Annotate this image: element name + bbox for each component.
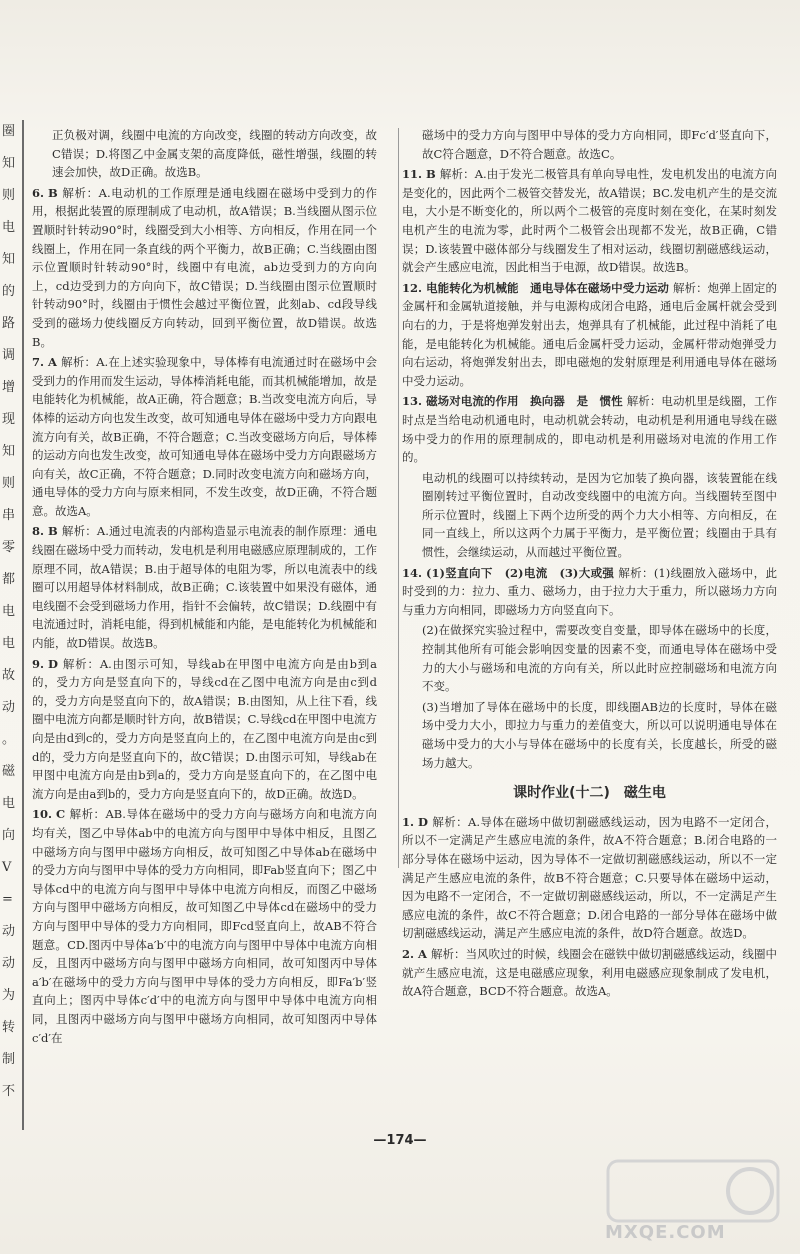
margin-char: 都 xyxy=(2,572,16,587)
explanation-text: 解析：当风吹过的时候，线圈会在磁铁中做切割磁感线运动，线圈中就产生感应电流，这是电磁感应现象，利用电磁感应现象制成了发电机，故A符合题意，BCD不符合题意。故选A。 xyxy=(402,946,777,999)
watermark-text: MXQE.COM xyxy=(605,1222,726,1243)
answer-item xyxy=(32,805,377,1047)
answer-item xyxy=(402,945,777,1001)
margin-char: 增 xyxy=(2,380,16,395)
margin-char: 的 xyxy=(2,284,16,299)
answer-item xyxy=(402,564,777,620)
answer-choice: B xyxy=(48,185,58,200)
answer-choice: A xyxy=(48,355,57,370)
explanation-text: 解析：A.导体在磁场中做切割磁感线运动，因为电路不一定闭合，所以不一定满足产生感应电流的条件，故A不符合题意；B.闭合电路的一部分导体在磁场中运动，因为导体不一定做切割磁感线运动，所以不一定满足产生感应电流的条件，故B不符合题意；C.只要导体在磁场中运动，因为电路不一定闭合，不一定做切割磁感线运动，所以，不一定满足产生感应电流的条件，故C不符合题意；D.闭合电路的一部分导体在磁场中做切割磁感线运动，满足产生感应电流的条件，故D符合题意。故选D。 xyxy=(402,814,777,941)
right-column xyxy=(402,126,777,1003)
answer-item xyxy=(32,353,377,520)
answer-choice: B xyxy=(48,524,58,539)
question-number: 14. xyxy=(402,565,423,580)
left-margin-fragments xyxy=(0,125,22,1125)
explanation-text: 解析：A.通过电流表的内部构造显示电流表的制作原理：通电线圈在磁场中受力而转动，发电机是利用电磁感应原理制成的，工作原理不同，故A错误；B.由于超导体的电阻为零，所以电流表中的线圈可以用超导体材料制成，故B正确；C.该装置中如果没有磁体，通电线圈不会受到磁场力作用，指针不会偏转，故C错误；D.线圈中有电流通过时，消耗电能，得到机械能和内能，是电能转化为机械能和内能，故D错误。故选B。 xyxy=(32,524,377,651)
margin-char: 知 xyxy=(2,156,16,171)
question-number: 2. xyxy=(402,946,415,961)
explanation-text: 解析：AB.导体在磁场中的受力方向与磁场方向和电流方向均有关，图乙中导体ab中的电流方向与图甲中导体中相反，且图乙中磁场方向与图甲中磁场方向相反，故可知图乙中导体ab在磁场中的受力方向与图甲中导体的受力方向相同，即Fab竖直向下；图乙中导体cd中的电流方向与图甲中导体中电流方向相反，而图乙中磁场方向与图甲中磁场方向相反，故可知图乙中导体cd在磁场中的受力方向与图甲中导体的受力方向相同，即Fcd竖直向上，故AB不符合题意。CD.图丙中导体a′b′中的电流方向与图甲中导体中电流方向相反，且图丙中磁场方向与图甲中磁场方向相同，故可知图丙中导体a′b′在磁场中的受力方向与图甲中导体的受力方向相反，即Fa′b′竖直向上；图丙中导体c′d′中的电流方向与图甲中导体中电流方向相同，且图丙中磁场方向与图甲中磁场方向相同，故可知图丙中导体c′d′在 xyxy=(32,807,377,1045)
margin-char: 现 xyxy=(2,412,16,427)
answer-choice: D xyxy=(418,814,428,829)
explanation-text: 解析：电动机里是线圈，工作时点是当给电动机通电时，电动机就会转动，电动机是利用通电导线在磁场中受力的作用的原理制成的，即电动机是利用磁场对电流的作用工作的。 xyxy=(402,394,778,465)
margin-char: 串 xyxy=(2,508,16,523)
explanation-text: 解析：A.在上述实验现象中，导体棒有电流通过时在磁场中会受到力的作用而发生运动，导体棒消耗电能，而其机械能增加，故是电能转化为机械能，故A正确，符合题意；B.当改变电流方向后，导体棒的运动方向也发生改变，故可知通电导体在磁场中受力方向跟电流方向有关，故B正确，不符合题意；C.当改变磁场方向后，导体棒的运动方向也发生改变，故可知通电导体在磁场中受力方向跟磁场方向有关，故C正确，不符合题意；D.同时改变电流方向和磁场方向，通电导体的受力方向与原来相同，不发生改变，故D正确，不符合题意。故选A。 xyxy=(32,355,377,518)
answer-item xyxy=(402,126,777,163)
margin-char: 则 xyxy=(2,188,16,203)
margin-char: 转 xyxy=(2,1020,16,1035)
answer-choice: 磁场对电流的作用 换向器 是 惯性 xyxy=(426,394,623,409)
answer-item xyxy=(402,813,777,943)
margin-char: 知 xyxy=(2,444,16,459)
answer-choice: (1)竖直向下 (2)电流 (3)大或强 xyxy=(426,565,615,580)
answer-choice: C xyxy=(56,807,66,822)
explanation-text: 磁场中的受力方向与图甲中导体的受力方向相同，即Fc′d′竖直向下，故C符合题意，D不符合题意。故选C。 xyxy=(422,128,777,161)
question-number: 12. xyxy=(402,280,423,295)
margin-char: 磁 xyxy=(2,764,16,779)
margin-char: 为 xyxy=(2,988,16,1003)
section-title: 课时作业(十二) 磁生电 xyxy=(513,785,666,802)
margin-char: 动 xyxy=(2,956,16,971)
margin-char: 电 xyxy=(2,604,16,619)
margin-char: 电 xyxy=(2,796,16,811)
margin-char: 调 xyxy=(2,348,16,363)
answer-choice: 电能转化为机械能 通电导体在磁场中受力运动 xyxy=(426,280,669,295)
margin-char: 制 xyxy=(2,1052,16,1067)
question-number: 10. xyxy=(32,807,53,822)
answer-item xyxy=(32,655,377,804)
answer-item xyxy=(402,392,777,466)
explanation-text: 解析：(1)线圈放入磁场中，此时受到的力：拉力、重力、磁场力，由于拉力大于重力，所以磁场力方向与重力方向相同，即磁场力方向竖直向下。 xyxy=(402,565,777,617)
margin-char: V xyxy=(2,860,12,875)
answer-item xyxy=(402,165,777,277)
explanation-text: 解析：炮弹上固定的金属杆和金属轨道接触，并与电源构成闭合电路，通电后金属杆就会受到向右的力，于是将炮弹发射出去，炮弹具有了机械能，此过程中消耗了电能，是电能转化为机械能。通电后金属杆受力运动，金属杆带动炮弹受力向右运动，将炮弹发射出去，即电磁炮的发射原理是利用通电导体在磁场中受力运动。 xyxy=(402,280,777,388)
question-number: 13. xyxy=(402,394,423,409)
explanation-text: (3)当增加了导体在磁场中的长度，即线圈AB边的长度时，导体在磁场中受力大小，即拉力与重力的差值变大，所以可以说明通电导体在磁场中受力的大小与导体在磁场中的长度有关，长度越长，所受的磁场力越大。 xyxy=(422,699,777,770)
margin-char: 零 xyxy=(2,540,16,555)
explanation-text: 解析：A.由图示可知，导线ab在甲图中电流方向是由b到a的，受力方向是竖直向下的，导线cd在乙图中电流方向是由c到d的，受力方向是竖直向下的，故A错误；B.由图知，从上往下看，线圈中电流方向都是顺时针方向，故B错误；C.导线cd在甲图中电流方向是由d到c的，受力方向是竖直向上的，在乙图中电流方向是由c到d的，受力方向是竖直向下的，故C错误；D.由图示可知，导线ab在甲图中电流方向是由b到a的，受力方向是竖直向下的，在乙图中电流方向是由a到b的，受力方向是竖直向下的，故D正确。故选D。 xyxy=(32,656,377,801)
answer-item xyxy=(402,469,777,562)
margin-char: 故 xyxy=(2,668,16,683)
explanation-text: 解析：A.电动机的工作原理是通电线圈在磁场中受到力的作用，根据此装置的原理制成了电动机，故A错误；B.当线圈从图示位置顺时针转动90°时，线圈受到大小相等、方向相反，作用在同一个线圈上，作用在同一条直线的两个平衡力，故B正确；C.当线圈由图示位置顺时针转动90°时，线圈中有电流，ab边受到力的方向向上，cd边受到力的方向向下，故C错误；D.当线圈由图示位置顺时针转动90°时，线圈由于惯性会越过平衡位置，此刻ab、cd段导线受到的磁场力使线圈反方向转动，回到平衡位置，故D错误。故选B。 xyxy=(32,185,377,349)
margin-char: 向 xyxy=(2,828,16,843)
question-number: 9. xyxy=(32,656,45,671)
explanation-text: 正负极对调，线圈中电流的方向改变，线圈的转动方向改变，故C错误；D.将图乙中金属支架的高度降低，磁性增强，线圈的转速会加快，故D正确。故选B。 xyxy=(52,128,377,180)
margin-char: 知 xyxy=(2,252,16,267)
answer-item xyxy=(402,279,777,391)
margin-char: 路 xyxy=(2,316,16,331)
margin-char: 电 xyxy=(2,636,16,651)
answer-choice: A xyxy=(418,946,427,961)
answer-item xyxy=(402,621,777,695)
explanation-text: 解析：A.由于发光二极管具有单向导电性，发电机发出的电流方向是变化的，因此两个二极管交替发光，故A错误；BC.发电机产生的是交流电，大小是不断变化的，所以两个二极管的亮度时刻在变化，在某时刻发电机产生的电流为零，此时两个二极管会出现都不发光，故B正确，C错误；D.该装置中磁体部分与线圈发生了相对运动，线圈切割磁感线运动，就会产生感应电流，因此相当于电源，故D错误。故选B。 xyxy=(402,167,777,275)
margin-char: = xyxy=(2,892,13,907)
answer-choice: D xyxy=(48,656,58,671)
margin-char: 不 xyxy=(2,1084,16,1099)
answer-item xyxy=(32,522,377,652)
margin-char: 则 xyxy=(2,476,16,491)
margin-char: 圈 xyxy=(2,124,16,139)
margin-char: 动 xyxy=(2,924,16,939)
margin-char: 。 xyxy=(2,732,16,747)
answer-item xyxy=(32,126,377,182)
question-number: 8. xyxy=(32,524,45,539)
margin-divider xyxy=(22,120,24,1130)
page-number: —174— xyxy=(373,1133,427,1148)
explanation-text: 电动机的线圈可以持续转动，是因为它加装了换向器，该装置能在线圈刚转过平衡位置时，自动改变线圈中的电流方向。当线圈转至图中所示位置时，线圈上下两个边所受的两个力大小相等、方向相反，在同一直线上，所以这两个力属于平衡力，是平衡位置；线圈由于具有惯性，会继续运动，从而越过平衡位置。 xyxy=(422,470,777,560)
question-number: 6. xyxy=(32,185,45,200)
margin-char: 动 xyxy=(2,700,16,715)
question-number: 1. xyxy=(402,814,415,829)
answer-item xyxy=(32,184,377,351)
answer-item xyxy=(402,698,777,772)
explanation-text: (2)在做探究实验过程中，需要改变自变量，即导体在磁场中的长度，控制其他所有可能会影响因变量的因素不变，而通电导体在磁场中受力的大小与磁场和电流的方向有关，所以此时应控制磁场和电流方向不变。 xyxy=(422,623,777,694)
left-column xyxy=(32,126,377,1049)
question-number: 11. xyxy=(402,167,423,182)
margin-char: 电 xyxy=(2,220,16,235)
column-divider xyxy=(398,128,399,868)
question-number: 7. xyxy=(32,355,45,370)
answer-choice: B xyxy=(426,167,436,182)
